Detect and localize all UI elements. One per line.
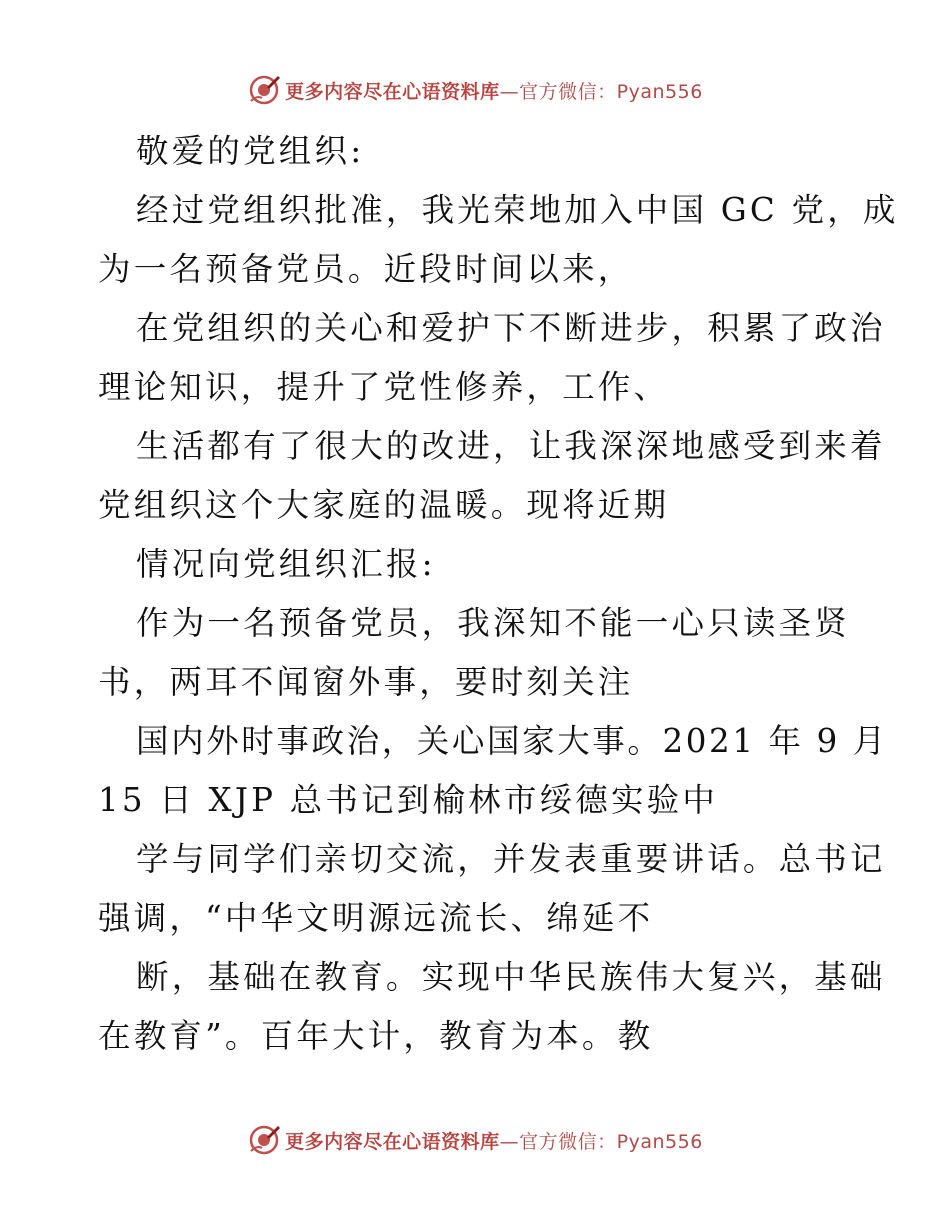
body-line: 15 日 XJP 总书记到榆林市绥德实验中 — [98, 781, 719, 819]
watermark-dash: — — [499, 80, 520, 103]
watermark-text — [285, 1127, 703, 1154]
footer-watermark — [0, 1120, 950, 1160]
watermark-site: 更多内容尽在心语资料库 — [285, 1130, 500, 1153]
body-line: 学与同学们亲切交流，并发表重要讲话。总书记 — [136, 840, 886, 878]
body-line: 书，两耳不闻窗外事，要时刻关注 — [98, 663, 634, 701]
body-line: 在党组织的关心和爱护下不断进步，积累了政治 — [136, 309, 886, 347]
watermark-site: 更多内容尽在心语资料库 — [285, 80, 500, 103]
body-line: 理论知识，提升了党性修养，工作、 — [98, 368, 670, 406]
body-line: 在教育”。百年大计，教育为本。教 — [98, 1017, 654, 1055]
watermark-wechat: 官方微信：Pyan556 — [519, 80, 703, 103]
body-line: 经过党组织批准，我光荣地加入中国 GC 党，成 — [136, 191, 899, 229]
body-line: 国内外时事政治，关心国家大事。2021 年 9 月 — [136, 722, 888, 760]
header-watermark — [0, 70, 950, 110]
watermark-text — [285, 77, 703, 104]
pen-logo-icon — [247, 73, 281, 107]
body-line: 强调，“中华文明源远流长、绵延不 — [98, 899, 654, 937]
watermark-dash: — — [499, 1130, 520, 1153]
pen-logo-icon — [247, 1123, 281, 1157]
body-line: 生活都有了很大的改进，让我深深地感受到来着 — [136, 427, 886, 465]
body-line: 为一名预备党员。近段时间以来， — [98, 250, 634, 288]
document-body — [98, 122, 899, 1066]
salutation-line: 敬爱的党组织: — [136, 132, 365, 170]
body-line: 断，基础在教育。实现中华民族伟大复兴，基础 — [136, 958, 886, 996]
body-line: 作为一名预备党员，我深知不能一心只读圣贤 — [136, 604, 851, 642]
watermark-wechat: 官方微信：Pyan556 — [519, 1130, 703, 1153]
body-line: 情况向党组织汇报: — [136, 545, 436, 583]
body-line: 党组织这个大家庭的温暖。现将近期 — [98, 486, 670, 524]
